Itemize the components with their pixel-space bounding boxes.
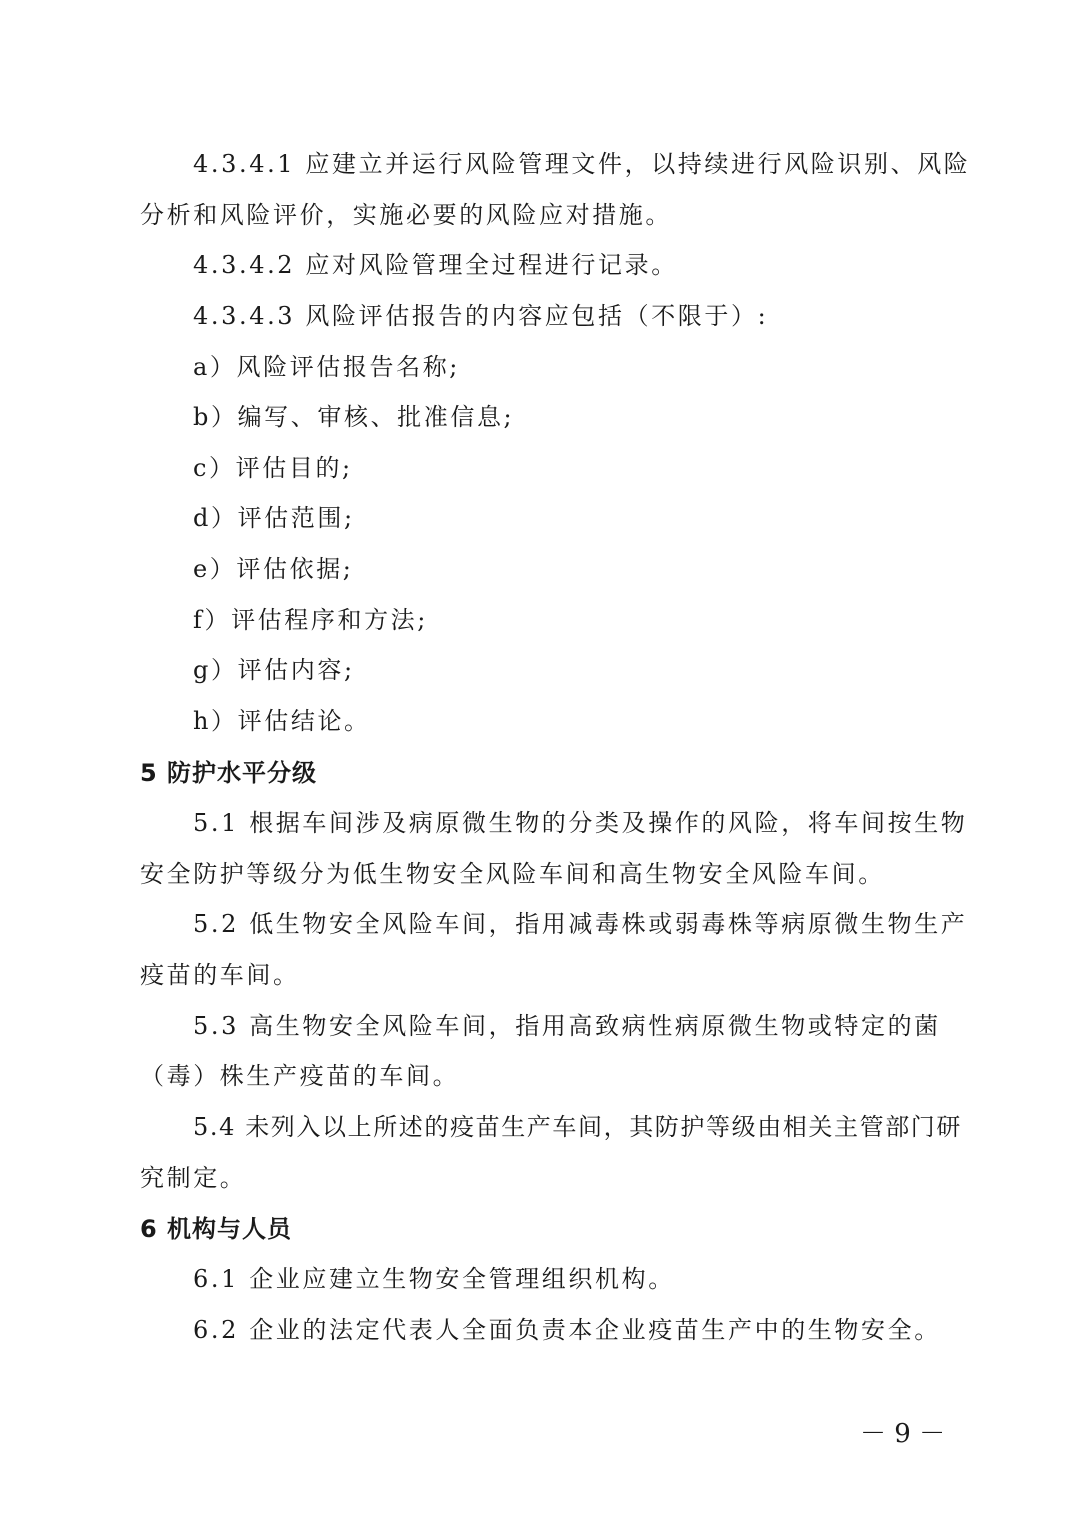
clause-5-1-line-2: 安全防护等级分为低生物安全风险车间和高生物安全风险车间。 [140, 860, 885, 888]
list-item-b: b）编写、审核、批准信息; [193, 403, 515, 431]
clause-5-2-line-1: 5.2 低生物安全风险车间，指用减毒株或弱毒株等病原微生物生产 [193, 910, 968, 938]
clause-4-3-4-3: 4.3.4.3 风险评估报告的内容应包括（不限于）: [193, 302, 769, 330]
list-item-a: a）风险评估报告名称; [193, 353, 460, 381]
section-heading-5: 5 防护水平分级 [140, 759, 318, 787]
clause-6-1: 6.1 企业应建立生物安全管理组织机构。 [193, 1265, 675, 1293]
list-item-d: d）评估范围; [193, 504, 355, 532]
clause-5-3-line-2: （毒）株生产疫苗的车间。 [140, 1062, 460, 1090]
clause-4-3-4-2: 4.3.4.2 应对风险管理全过程进行记录。 [193, 251, 678, 279]
list-item-g: g）评估内容; [193, 656, 355, 684]
clause-5-4-line-1: 5.4 未列入以上所述的疫苗生产车间，其防护等级由相关主管部门研 [193, 1113, 962, 1141]
clause-5-3-line-1: 5.3 高生物安全风险车间，指用高致病性病原微生物或特定的菌 [193, 1012, 941, 1040]
clause-4-3-4-1-line-2: 分析和风险评价，实施必要的风险应对措施。 [140, 201, 672, 229]
page-number: － 9 － [860, 1419, 946, 1449]
clause-6-2: 6.2 企业的法定代表人全面负责本企业疫苗生产中的生物安全。 [193, 1316, 941, 1344]
clause-5-1-line-1: 5.1 根据车间涉及病原微生物的分类及操作的风险，将车间按生物 [193, 809, 968, 837]
clause-5-2-line-2: 疫苗的车间。 [140, 961, 300, 989]
clause-5-4-line-2: 究制定。 [140, 1164, 247, 1192]
section-heading-6: 6 机构与人员 [140, 1215, 293, 1243]
clause-4-3-4-1-line-1: 4.3.4.1 应建立并运行风险管理文件，以持续进行风险识别、风险 [193, 150, 971, 178]
list-item-f: f）评估程序和方法; [193, 606, 428, 634]
list-item-h: h）评估结论。 [193, 707, 371, 735]
list-item-e: e）评估依据; [193, 555, 354, 583]
list-item-c: c）评估目的; [193, 454, 353, 482]
